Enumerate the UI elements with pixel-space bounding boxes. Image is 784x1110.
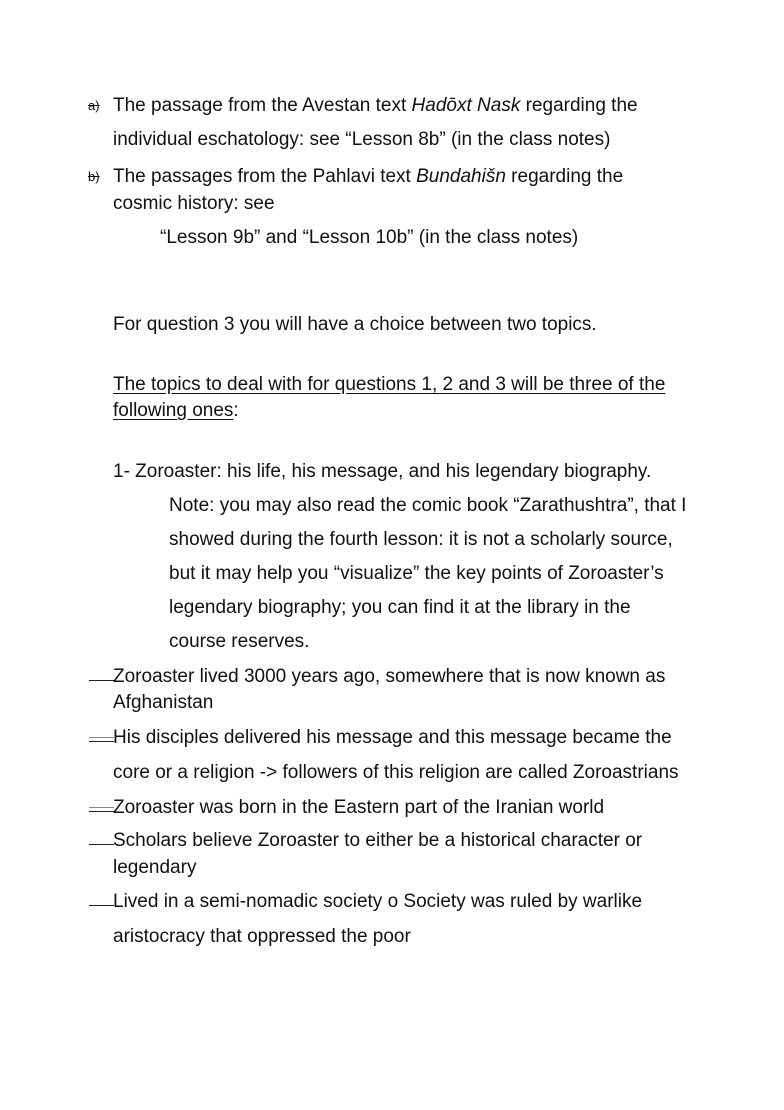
topic-1-title: 1- Zoroaster: his life, his message, and his legendary biography. — [113, 461, 652, 482]
item-b-text-end: regarding the — [505, 166, 624, 187]
item-a-line-2: individual eschatology: see “Lesson 8b” (in the class notes) — [113, 129, 611, 150]
bullet-line: Zoroaster lived 3000 years ago, somewhere that is now known as — [113, 666, 666, 687]
bullet-line: Zoroaster was born in the Eastern part of the Iranian world — [113, 797, 605, 818]
item-a-text-end: regarding the — [520, 95, 638, 116]
dash-bullet-icon — [89, 741, 114, 742]
item-b-line-1 — [113, 166, 623, 188]
topics-heading-colon: : — [233, 400, 239, 421]
item-b-line-2: cosmic history: see — [113, 193, 275, 214]
dash-bullet-icon — [89, 811, 114, 812]
bullet-line: legendary — [113, 857, 197, 878]
item-b-title: Bundahišn — [416, 166, 506, 187]
item-a-text: The passage from the Avestan text — [113, 95, 412, 116]
topics-heading-text-2: following ones — [113, 400, 234, 421]
dash-bullet-icon — [89, 905, 114, 906]
bullet-line: core or a religion -> followers of this religion are called Zoroastrians — [113, 762, 679, 783]
dash-bullet-icon — [89, 680, 114, 681]
topic-1-note-line: course reserves. — [169, 631, 310, 652]
item-a-line-1 — [113, 95, 638, 117]
topic-1-note-line: legendary biography; you can find it at the library in the — [169, 597, 631, 618]
item-a-title: Hadōxt Nask — [411, 95, 521, 116]
topics-heading-line-2 — [113, 400, 239, 422]
dash-bullet-icon — [89, 844, 114, 845]
bullet-line: Scholars believe Zoroaster to either be a historical character or — [113, 830, 643, 851]
topic-1-note-line: showed during the fourth lesson: it is not a scholarly source, — [169, 529, 673, 550]
item-b-marker: b) — [88, 169, 100, 184]
topic-1-note-line: Note: you may also read the comic book “Zarathushtra”, that I — [169, 495, 687, 516]
bullet-line: Lived in a semi-nomadic society o Society was ruled by warlike — [113, 891, 643, 912]
item-b-text: The passages from the Pahlavi text — [113, 166, 417, 187]
topic-1-note-line: but it may help you “visualize” the key points of Zoroaster’s — [169, 563, 664, 584]
topics-heading-line-1 — [113, 374, 665, 396]
bullet-line: His disciples delivered his message and this message became the — [113, 727, 672, 748]
bullet-line: aristocracy that oppressed the poor — [113, 926, 411, 947]
bullet-line: Afghanistan — [113, 692, 214, 713]
topics-heading-text: The topics to deal with for questions 1, 2 and 3 will be three of the — [113, 374, 666, 395]
item-a-marker: a) — [88, 98, 100, 113]
question-3-note: For question 3 you will have a choice between two topics. — [113, 314, 597, 335]
item-b-line-3: “Lesson 9b” and “Lesson 10b” (in the class notes) — [160, 227, 579, 248]
